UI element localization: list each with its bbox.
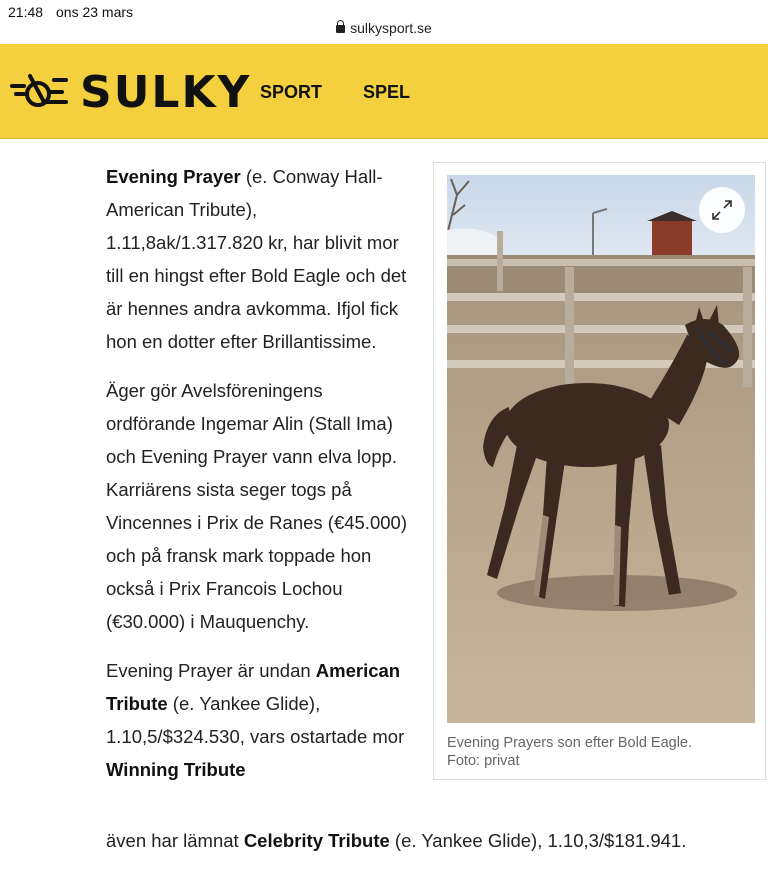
article-figure — [433, 162, 766, 780]
horse-name-american-tribute: American Tribute — [106, 660, 401, 714]
article-paragraph-3 — [106, 654, 416, 786]
url-domain: sulkysport.se — [350, 20, 432, 36]
foal-photo[interactable] — [447, 175, 755, 723]
horse-name-celebrity-tribute: Celebrity Tribute — [243, 830, 390, 851]
status-time: 21:48 — [8, 4, 44, 20]
lock-icon — [336, 25, 345, 33]
status-date: ons 23 mars — [56, 4, 134, 20]
figure-caption — [447, 734, 757, 770]
nav-sport[interactable]: SPORT — [260, 82, 323, 102]
paragraph-3-text-3: även har lämnat — [106, 830, 244, 851]
status-bar — [0, 0, 768, 44]
nav-spel[interactable]: SPEL — [363, 82, 411, 102]
horse-name-evening-prayer: Evening Prayer — [106, 166, 241, 187]
article-paragraph-1 — [106, 160, 416, 358]
caption-photo-credit: Foto: privat — [447, 753, 520, 769]
article-body — [106, 160, 416, 802]
paragraph-3-text-4: (e. Yankee Glide), 1.10,3/$181.941. — [389, 830, 687, 851]
horse-name-winning-tribute: Winning Tribute — [106, 759, 246, 780]
sulky-logo-icon[interactable] — [10, 72, 70, 114]
article-paragraph-3-continued — [106, 824, 686, 857]
logo-text[interactable]: SULKY — [80, 67, 252, 118]
paragraph-3-text-2: (e. Yankee Glide), 1.10,5/$324.530, vars ostartade mor — [106, 693, 405, 747]
caption-text: Evening Prayers son efter Bold Eagle. — [447, 735, 693, 751]
paragraph-1-text: (e. Conway Hall-American Tribute), 1.11,8ak/1.317.820 kr, har blivit mor till en hingst efter Bold Eagle och det är hennes andra avkomma. Ifjol fick hon en dotter efter Brillantissime. — [106, 166, 407, 352]
expand-arrows-icon — [710, 198, 734, 222]
expand-image-button[interactable] — [699, 187, 745, 233]
article-paragraph-2: Äger gör Avelsföreningens ordförande Ingemar Alin (Stall Ima) och Evening Prayer vann elva lopp. Karriärens sista seger togs på Vincennes i Prix de Ranes (€45.000) och på fransk mark toppade hon också i Prix Francois Lochou (€30.000) i Mauquenchy. — [106, 380, 407, 632]
foal-photo-illustration — [447, 175, 755, 723]
url-bar[interactable] — [0, 20, 768, 36]
paragraph-3-text-1: Evening Prayer är undan — [106, 660, 316, 681]
site-header — [0, 44, 768, 139]
